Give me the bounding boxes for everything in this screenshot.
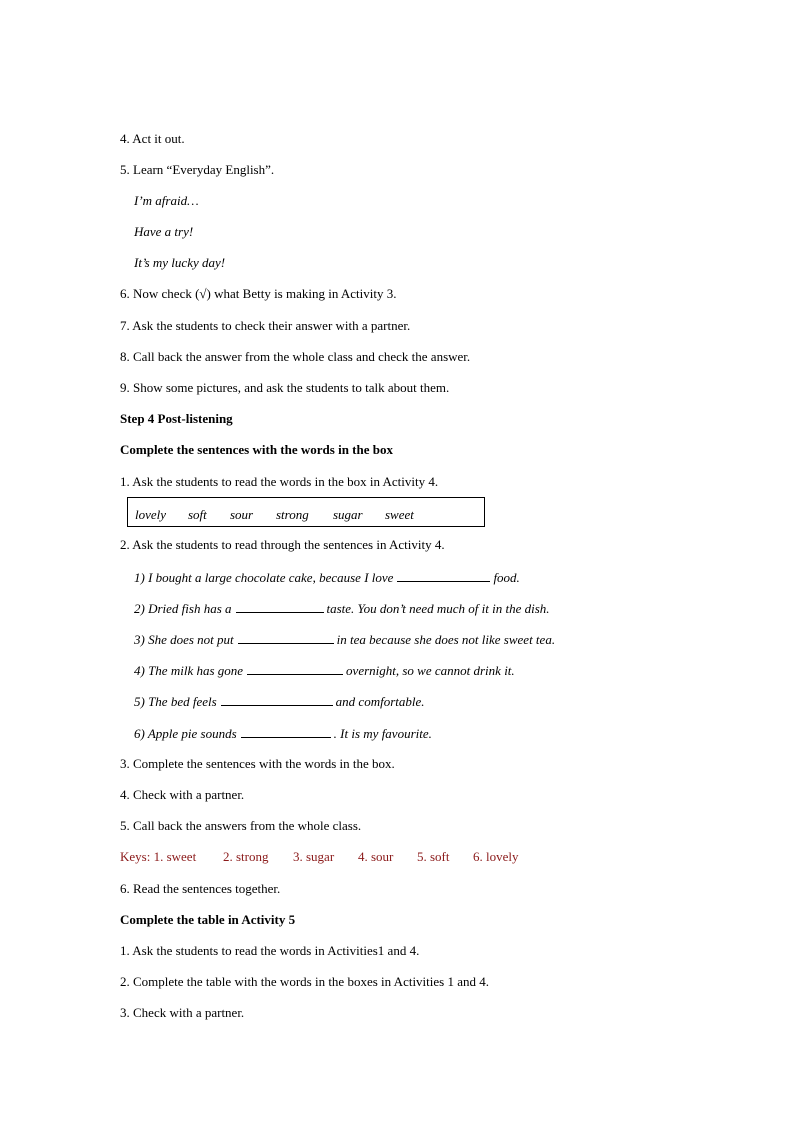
- step-learn-everyday-english: 5. Learn “Everyday English”.: [120, 162, 275, 177]
- step-show-pictures: 9. Show some pictures, and ask the students to talk about them.: [120, 380, 450, 395]
- word-box-item: sweet: [385, 507, 414, 522]
- sentence-1: [134, 569, 520, 586]
- answer-key: 3. sugar: [293, 849, 335, 864]
- phrase-have-a-try: Have a try!: [134, 224, 194, 239]
- answer-blank[interactable]: [236, 600, 324, 613]
- sentence-text: 6) Apple pie sounds: [134, 726, 237, 741]
- step-read-through-sentences: 2. Ask the students to read through the sentences in Activity 4.: [120, 537, 445, 552]
- sentence-2: [134, 600, 550, 617]
- answer-key: 4. sour: [358, 849, 394, 864]
- sentence-3: [134, 631, 555, 648]
- answer-blank[interactable]: [241, 725, 331, 738]
- sentence-6: [134, 725, 432, 742]
- step-read-together: 6. Read the sentences together.: [120, 881, 281, 896]
- answer-blank[interactable]: [221, 693, 333, 706]
- sentence-text: 2) Dried fish has a: [134, 601, 232, 616]
- sentence-text: and comfortable.: [335, 694, 425, 709]
- phrase-afraid: I’m afraid…: [134, 193, 199, 208]
- answer-key: Keys: 1. sweet: [120, 849, 197, 864]
- sentence-text: 4) The milk has gone: [134, 663, 244, 678]
- sentence-text: . It is my favourite.: [333, 726, 432, 741]
- step-act-it-out: 4. Act it out.: [120, 131, 185, 146]
- word-box-item: sour: [230, 507, 254, 522]
- word-box: [127, 497, 485, 527]
- section-complete-sentences-heading: Complete the sentences with the words in the box: [120, 442, 393, 457]
- answer-key: 5. soft: [417, 849, 450, 864]
- step-check-with-partner-3: 3. Check with a partner.: [120, 1005, 245, 1020]
- step4-heading: Step 4 Post-listening: [120, 411, 233, 426]
- step-check-with-partner: 7. Ask the students to check their answer with a partner.: [120, 318, 411, 333]
- answer-blank[interactable]: [247, 662, 343, 675]
- answer-keys: [120, 849, 540, 865]
- sentence-text: taste. You don’t need much of it in the dish.: [326, 601, 550, 616]
- word-box-item: soft: [188, 507, 207, 522]
- answer-key: 2. strong: [223, 849, 269, 864]
- phrase-lucky-day: It’s my lucky day!: [134, 255, 226, 270]
- step-read-words-in-box: 1. Ask the students to read the words in the box in Activity 4.: [120, 474, 439, 489]
- sentence-5: [134, 693, 425, 710]
- word-box-item: strong: [276, 507, 309, 522]
- step-read-words-activities: 1. Ask the students to read the words in Activities1 and 4.: [120, 943, 420, 958]
- sentence-4: [134, 662, 515, 679]
- section-complete-table-heading: Complete the table in Activity 5: [120, 912, 296, 927]
- answer-key: 6. lovely: [473, 849, 519, 864]
- sentence-text: in tea because she does not like sweet tea.: [336, 632, 556, 647]
- sentence-text: 5) The bed feels: [134, 694, 217, 709]
- word-box-item: sugar: [333, 507, 363, 522]
- sentence-text: 3) She does not put: [134, 632, 234, 647]
- word-box-item: lovely: [135, 507, 167, 522]
- answer-blank[interactable]: [238, 631, 334, 644]
- step-now-check: 6. Now check (√) what Betty is making in Activity 3.: [120, 286, 397, 301]
- step-check-with-partner-2: 4. Check with a partner.: [120, 787, 245, 802]
- sentence-text: food.: [493, 570, 520, 585]
- step-call-back-answer: 8. Call back the answer from the whole class and check the answer.: [120, 349, 471, 364]
- step-complete-sentences: 3. Complete the sentences with the words in the box.: [120, 756, 395, 771]
- answer-blank[interactable]: [397, 569, 490, 582]
- step-call-back-answers: 5. Call back the answers from the whole class.: [120, 818, 362, 833]
- sentence-text: 1) I bought a large chocolate cake, because I love: [134, 570, 394, 585]
- step-complete-table: 2. Complete the table with the words in the boxes in Activities 1 and 4.: [120, 974, 489, 989]
- sentence-text: overnight, so we cannot drink it.: [346, 663, 515, 678]
